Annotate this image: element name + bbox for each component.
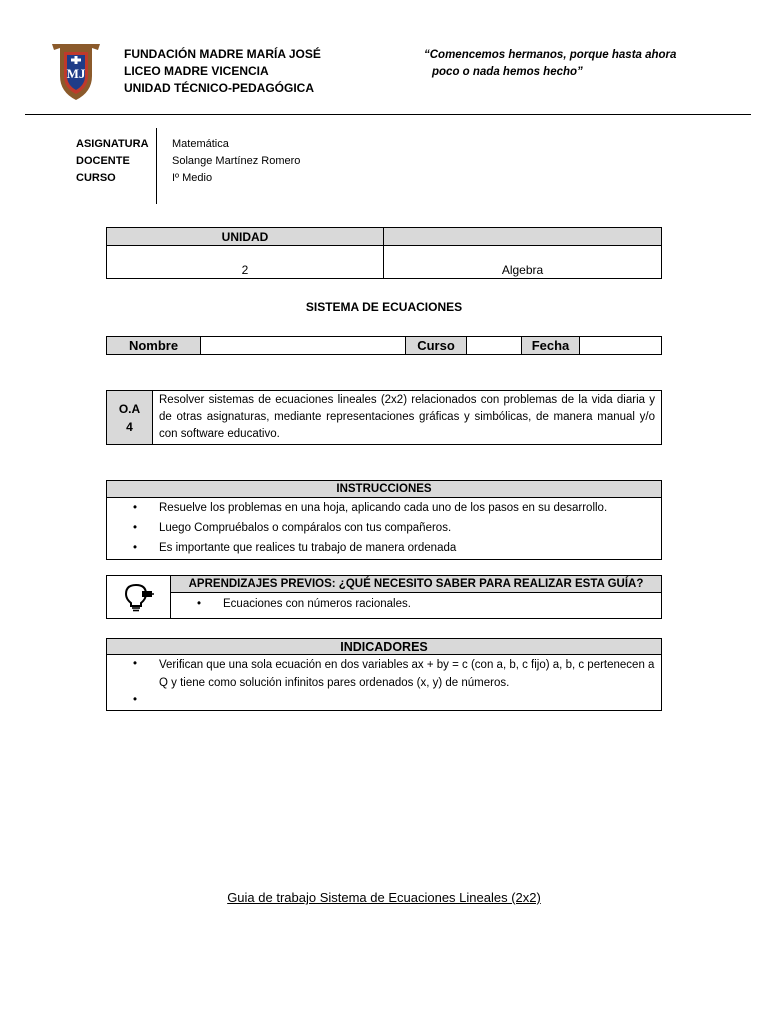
instruction-text: Resuelve los problemas en una hoja, aplicando cada uno de los pasos en su desarrollo. (159, 502, 608, 514)
label-docente: DOCENTE (76, 155, 130, 167)
bullet: • (133, 522, 138, 534)
institution-line-2: LICEO MADRE VICENCIA (124, 64, 269, 78)
label-curso: CURSO (76, 172, 116, 184)
fecha-label: Fecha (522, 337, 580, 355)
worksheet-title: Guia de trabajo Sistema de Ecuaciones Lineales (2x2) (227, 890, 541, 905)
instructions-list (107, 498, 661, 558)
prior-learning-list (171, 594, 661, 614)
unidad-header-right (384, 228, 662, 246)
list-item (107, 655, 657, 692)
value-docente: Solange Martínez Romero (172, 155, 301, 167)
prior-learning-text: Ecuaciones con números racionales. (223, 598, 411, 610)
institution-line-1: FUNDACIÓN MADRE MARÍA JOSÉ (124, 47, 321, 61)
indicators-header: INDICADORES (107, 639, 662, 655)
list-item (107, 692, 657, 709)
fecha-field[interactable] (580, 337, 662, 355)
list-item (107, 518, 661, 538)
label-asignatura: ASIGNATURA (76, 138, 149, 150)
list-item (171, 594, 661, 614)
bullet: • (133, 542, 138, 554)
prior-learning-table (106, 575, 662, 619)
info-labels (76, 136, 149, 187)
curso-label: Curso (406, 337, 467, 355)
list-item (107, 538, 661, 558)
oa-label-line-1: O.A (118, 401, 141, 416)
quote-line-2: poco o nada hemos hecho” (432, 66, 583, 78)
school-crest-icon (48, 40, 104, 102)
curso-field[interactable] (467, 337, 522, 355)
quote-line-1: “Comencemos hermanos, porque hasta ahora (424, 49, 677, 61)
oa-text: Resolver sistemas de ecuaciones lineales (2x2) relacionados con problemas de la vida diaria y de otras asignaturas, mediante representaciones gráficas y simbólicas, de manera manual y/o con software educativo. (153, 391, 662, 445)
bullet: • (197, 598, 202, 610)
student-info-table (106, 336, 662, 355)
bullet: • (133, 658, 138, 670)
prior-learning-icon-cell (107, 576, 171, 619)
instruction-text: Luego Compruébalos o compáralos con tus compañeros. (159, 522, 452, 534)
value-curso: Iº Medio (172, 172, 213, 184)
prior-learning-header: APRENDIZAJES PREVIOS: ¿QUÉ NECESITO SABER PARA REALIZAR ESTA GUÍA? (171, 576, 662, 593)
header-quote (424, 47, 676, 81)
indicators-table (106, 638, 662, 711)
oa-label-line-2: 4 (126, 419, 133, 434)
unidad-header: UNIDAD (107, 228, 384, 246)
bullet: • (133, 694, 138, 706)
nombre-label: Nombre (107, 337, 201, 355)
indicators-list (107, 655, 657, 709)
info-divider (156, 128, 157, 204)
lightbulb-icon (122, 604, 156, 616)
header-divider (25, 114, 751, 115)
section-title: SISTEMA DE ECUACIONES (305, 300, 463, 314)
list-item (107, 498, 661, 518)
unidad-name: Algebra (384, 246, 662, 279)
institution-line-3: UNIDAD TÉCNICO-PEDAGÓGICA (124, 81, 315, 95)
bullet: • (133, 502, 138, 514)
nombre-field[interactable] (201, 337, 406, 355)
value-asignatura: Matemática (172, 138, 229, 150)
unidad-number: 2 (107, 246, 384, 279)
institution-name (124, 46, 321, 97)
instruction-text: Es importante que realices tu trabajo de manera ordenada (159, 542, 457, 554)
unidad-table (106, 227, 662, 279)
crest-monogram: MJ (66, 66, 86, 81)
info-values (172, 136, 300, 187)
objective-table (106, 390, 662, 445)
instructions-table (106, 480, 662, 560)
oa-label (107, 391, 153, 445)
instructions-header: INSTRUCCIONES (107, 481, 662, 498)
indicator-text: Verifican que una sola ecuación en dos variables ax + by = c (con a, b, c fijo) a, b, c pertenecen a Q y tiene como solución infinitos pares ordenados (x, y) de números. (159, 659, 655, 689)
